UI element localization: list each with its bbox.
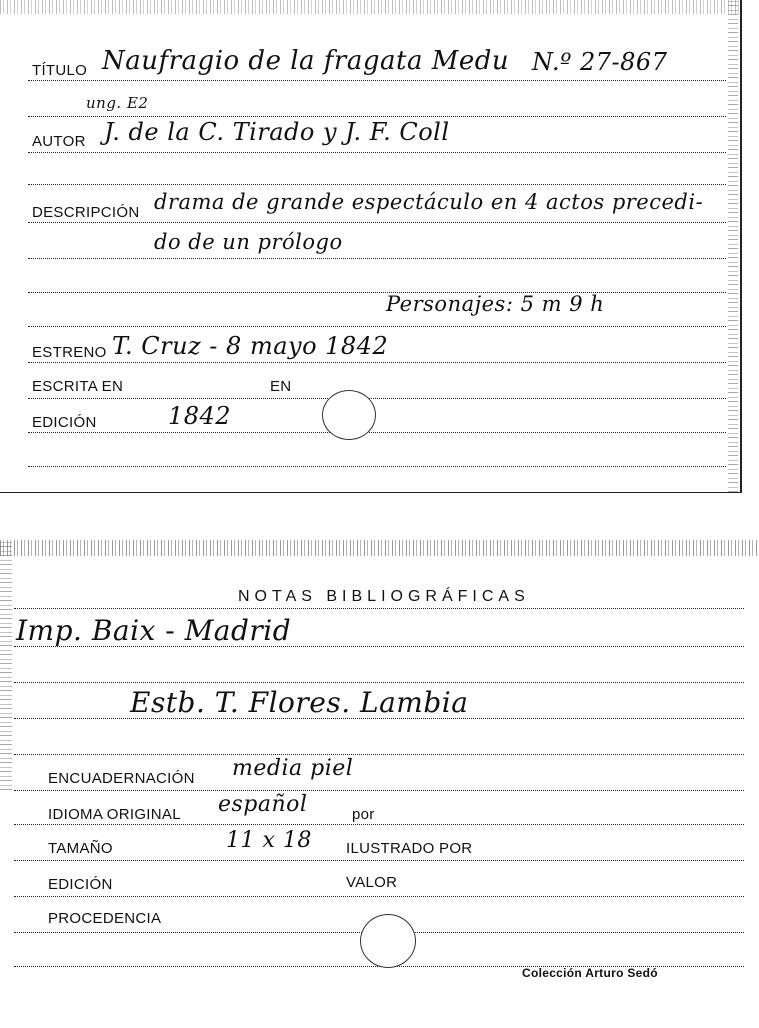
titulo-note: ung. E2	[86, 94, 149, 112]
procedencia-label: PROCEDENCIA	[48, 910, 162, 927]
notas-heading: NOTAS BIBLIOGRÁFICAS	[238, 588, 530, 605]
ilustrado-por-label: ILUSTRADO POR	[346, 840, 473, 857]
descripcion-line1: drama de grande espectáculo en 4 actos precedi-	[154, 190, 704, 214]
idioma-original-label: IDIOMA ORIGINAL	[48, 806, 181, 823]
collection-credit: Colección Arturo Sedó	[522, 966, 658, 980]
card-back	[0, 540, 759, 1028]
en-label: EN	[270, 378, 292, 395]
valor-label: VALOR	[346, 874, 398, 891]
edicion-back-label: EDICIÓN	[48, 876, 113, 893]
autor-label: AUTOR	[32, 133, 86, 150]
ruled-line	[28, 152, 726, 153]
ruled-line	[28, 184, 726, 185]
titulo-label: TÍTULO	[32, 62, 88, 79]
encuadernacion-label: ENCUADERNACIÓN	[48, 770, 195, 787]
por-label: por	[352, 806, 375, 823]
escrita-en-label: ESCRITA EN	[32, 378, 124, 395]
estreno-value: T. Cruz - 8 mayo 1842	[112, 332, 389, 360]
registro-number: N.º 27-867	[532, 48, 668, 76]
punch-hole	[360, 914, 416, 968]
ruled-line	[28, 258, 726, 259]
ruled-line	[28, 116, 726, 117]
card-right-edge	[728, 0, 738, 492]
edicion-label: EDICIÓN	[32, 414, 97, 431]
ruled-line	[28, 398, 726, 399]
ruled-line	[28, 466, 726, 467]
card-top-edge	[0, 0, 740, 14]
nota-establecimiento: Estb. T. Flores. Lambia	[130, 686, 469, 719]
card-top-edge	[0, 540, 759, 556]
idioma-original-value: español	[218, 792, 308, 817]
ruled-line	[14, 896, 744, 897]
edicion-value: 1842	[168, 402, 232, 430]
tamano-label: TAMAÑO	[48, 840, 113, 857]
autor-value: J. de la C. Tirado y J. F. Coll	[104, 118, 450, 146]
nota-imprenta: Imp. Baix - Madrid	[16, 614, 292, 647]
ruled-line	[28, 222, 726, 223]
descripcion-label: DESCRIPCIÓN	[32, 204, 140, 221]
ruled-line	[28, 292, 726, 293]
punch-hole	[322, 390, 376, 440]
ruled-line	[28, 432, 726, 433]
personajes-note: Personajes: 5 m 9 h	[386, 292, 605, 316]
descripcion-line2: do de un prólogo	[154, 230, 343, 254]
ruled-line	[14, 608, 744, 609]
titulo-value: Naufragio de la fragata Medu	[102, 46, 510, 76]
estreno-label: ESTRENO	[32, 344, 107, 361]
card-left-edge	[0, 540, 12, 790]
ruled-line	[14, 790, 744, 791]
ruled-line	[28, 326, 726, 327]
ruled-line	[28, 362, 726, 363]
ruled-line	[28, 80, 726, 81]
ruled-line	[14, 682, 744, 683]
ruled-line	[14, 860, 744, 861]
ruled-line	[14, 824, 744, 825]
tamano-value: 11 x 18	[226, 828, 312, 853]
card-front	[0, 0, 742, 493]
ruled-line	[14, 754, 744, 755]
encuadernacion-value: media piel	[232, 756, 354, 781]
